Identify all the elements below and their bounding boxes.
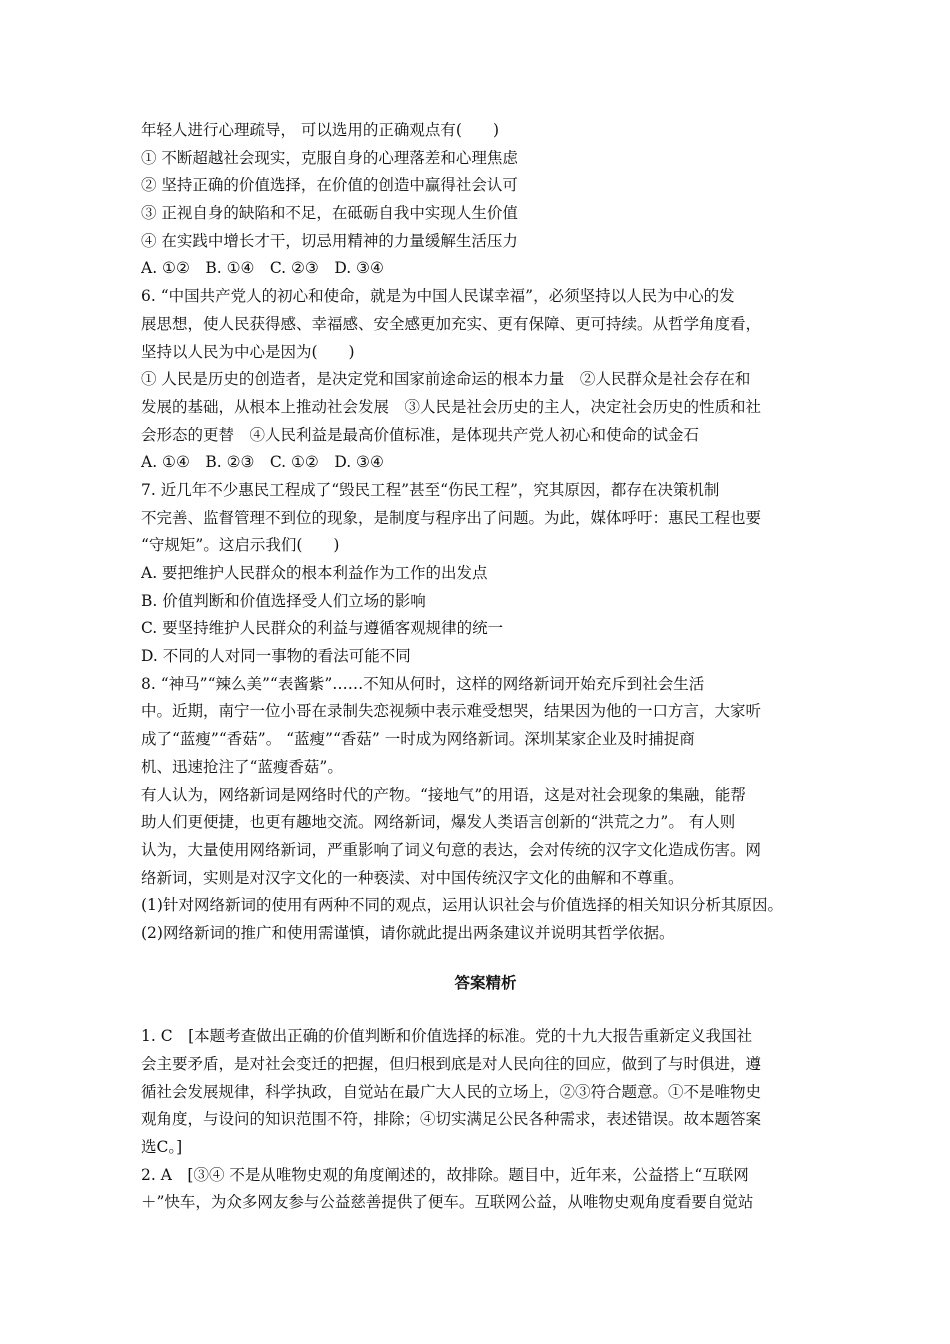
answer-line: 观角度，与设问的知识范围不符，排除；④切实满足公民各种需求，表述错误。故本题答案 (141, 1110, 762, 1129)
sub-question-2: (2)网络新词的推广和使用需谨慎，请你就此提出两条建议并说明其哲学依据。 (141, 923, 675, 942)
option-line: 发展的基础，从根本上推动社会发展 ③人民是社会历史的主人，决定社会历史的性质和社 (141, 397, 762, 416)
sub-question-1: (1)针对网络新词的使用有两种不同的观点，运用认识社会与价值选择的相关知识分析其原因。 (141, 896, 783, 915)
text-line: 年轻人进行心理疏导， 可以选用的正确观点有( ) (141, 121, 500, 139)
option-line: ④ 在实践中增长才干，切忌用精神的力量缓解生活压力 (141, 231, 518, 250)
answer-line: 1. C [本题考查做出正确的价值判断和价值选择的标准。党的十九大报告重新定义我国社 (141, 1027, 753, 1046)
option-line: ① 不断超越社会现实，克服自身的心理落差和心理焦虑 (141, 148, 518, 167)
answer-line: ＋”快车，为众多网友参与公益慈善提供了便车。互联网公益，从唯物史观角度看要自觉站 (141, 1193, 754, 1212)
question-7-line: “守规矩”。这启示我们( ) (141, 536, 340, 555)
question-8-line: 中。近期，南宁一位小哥在录制失恋视频中表示难受想哭，结果因为他的一口方言，大家听 (141, 702, 762, 721)
question-8-line: 络新词，实则是对汉字文化的一种亵渎、对中国传统汉字文化的曲解和不尊重。 (141, 868, 684, 887)
question-6-line: 6. “中国共产党人的初心和使命，就是为中国人民谋幸福”，必须坚持以人民为中心的发 (141, 287, 735, 306)
option-line: 会形态的更替 ④人民利益是最高价值标准，是体现共产党人初心和使命的试金石 (141, 425, 700, 444)
question-block (141, 117, 830, 948)
answer-line: 2. A [③④ 不是从唯物史观的角度阐述的，故排除。题目中，近年来，公益搭上“互联网 (141, 1165, 749, 1184)
choices-line: A. ①② B. ①④ C. ②③ D. ③④ (141, 259, 384, 278)
answer-line: 会主要矛盾，是对社会变迁的把握，但归根到底是对人民向往的回应，做到了与时俱进，遵 (141, 1055, 762, 1073)
answer-section-title: 答案精析 (454, 972, 517, 992)
option-line: ① 人民是历史的创造者，是决定党和国家前途命运的根本力量 ②人民群众是社会存在和 (141, 370, 751, 389)
question-8-line: 8. “神马”“辣么美”“表酱紫”……不知从何时，这样的网络新词开始充斥到社会生活 (141, 674, 705, 693)
question-8-line: 成了“蓝瘦”“香菇”。 “蓝瘦”“香菇” 一时成为网络新词。深圳某家企业及时捕捉商 (141, 730, 695, 749)
answer-block (141, 1023, 830, 1217)
option-line: ② 坚持正确的价值选择，在价值的创造中赢得社会认可 (141, 176, 518, 195)
question-8-line: 有人认为，网络新词是网络时代的产物。“接地气”的用语，这是对社会现象的集融，能帮 (141, 785, 746, 804)
choice-d: D. 不同的人对同一事物的看法可能不同 (141, 647, 411, 666)
choice-b: B. 价值判断和价值选择受人们立场的影响 (141, 591, 426, 610)
question-8-line: 助人们更便捷，也更有趣地交流。网络新词，爆发人类语言创新的“洪荒之力”。 有人则 (141, 813, 736, 832)
option-line: ③ 正视自身的缺陷和不足，在砥砺自我中实现人生价值 (141, 204, 518, 223)
answer-line: 循社会发展规律，科学执政，自觉站在最广大人民的立场上，②③符合题意。①不是唯物史 (141, 1082, 762, 1101)
question-6-line: 展思想，使人民获得感、幸福感、安全感更加充实、更有保障、更可持续。从哲学角度看， (141, 314, 762, 333)
choices-line: A. ①④ B. ②③ C. ①② D. ③④ (141, 453, 384, 472)
question-8-line: 认为，大量使用网络新词，严重影响了词义句意的表达，会对传统的汉字文化造成伤害。网 (141, 840, 762, 859)
choice-a: A. 要把维护人民群众的根本利益作为工作的出发点 (141, 564, 488, 582)
question-6-line: 坚持以人民为中心是因为( ) (141, 342, 355, 361)
choice-c: C. 要坚持维护人民群众的利益与遵循客观规律的统一 (141, 619, 504, 638)
question-7-line: 7. 近几年不少惠民工程成了“毁民工程”甚至“伤民工程”，究其原因，都存在决策机制 (141, 480, 720, 499)
answer-line: 选C。] (141, 1138, 183, 1157)
question-7-line: 不完善、监督管理不到位的现象，是制度与程序出了问题。为此，媒体呼吁：惠民工程也要 (141, 508, 762, 527)
question-8-line: 机、迅速抢注了“蓝瘦香菇”。 (141, 757, 343, 776)
